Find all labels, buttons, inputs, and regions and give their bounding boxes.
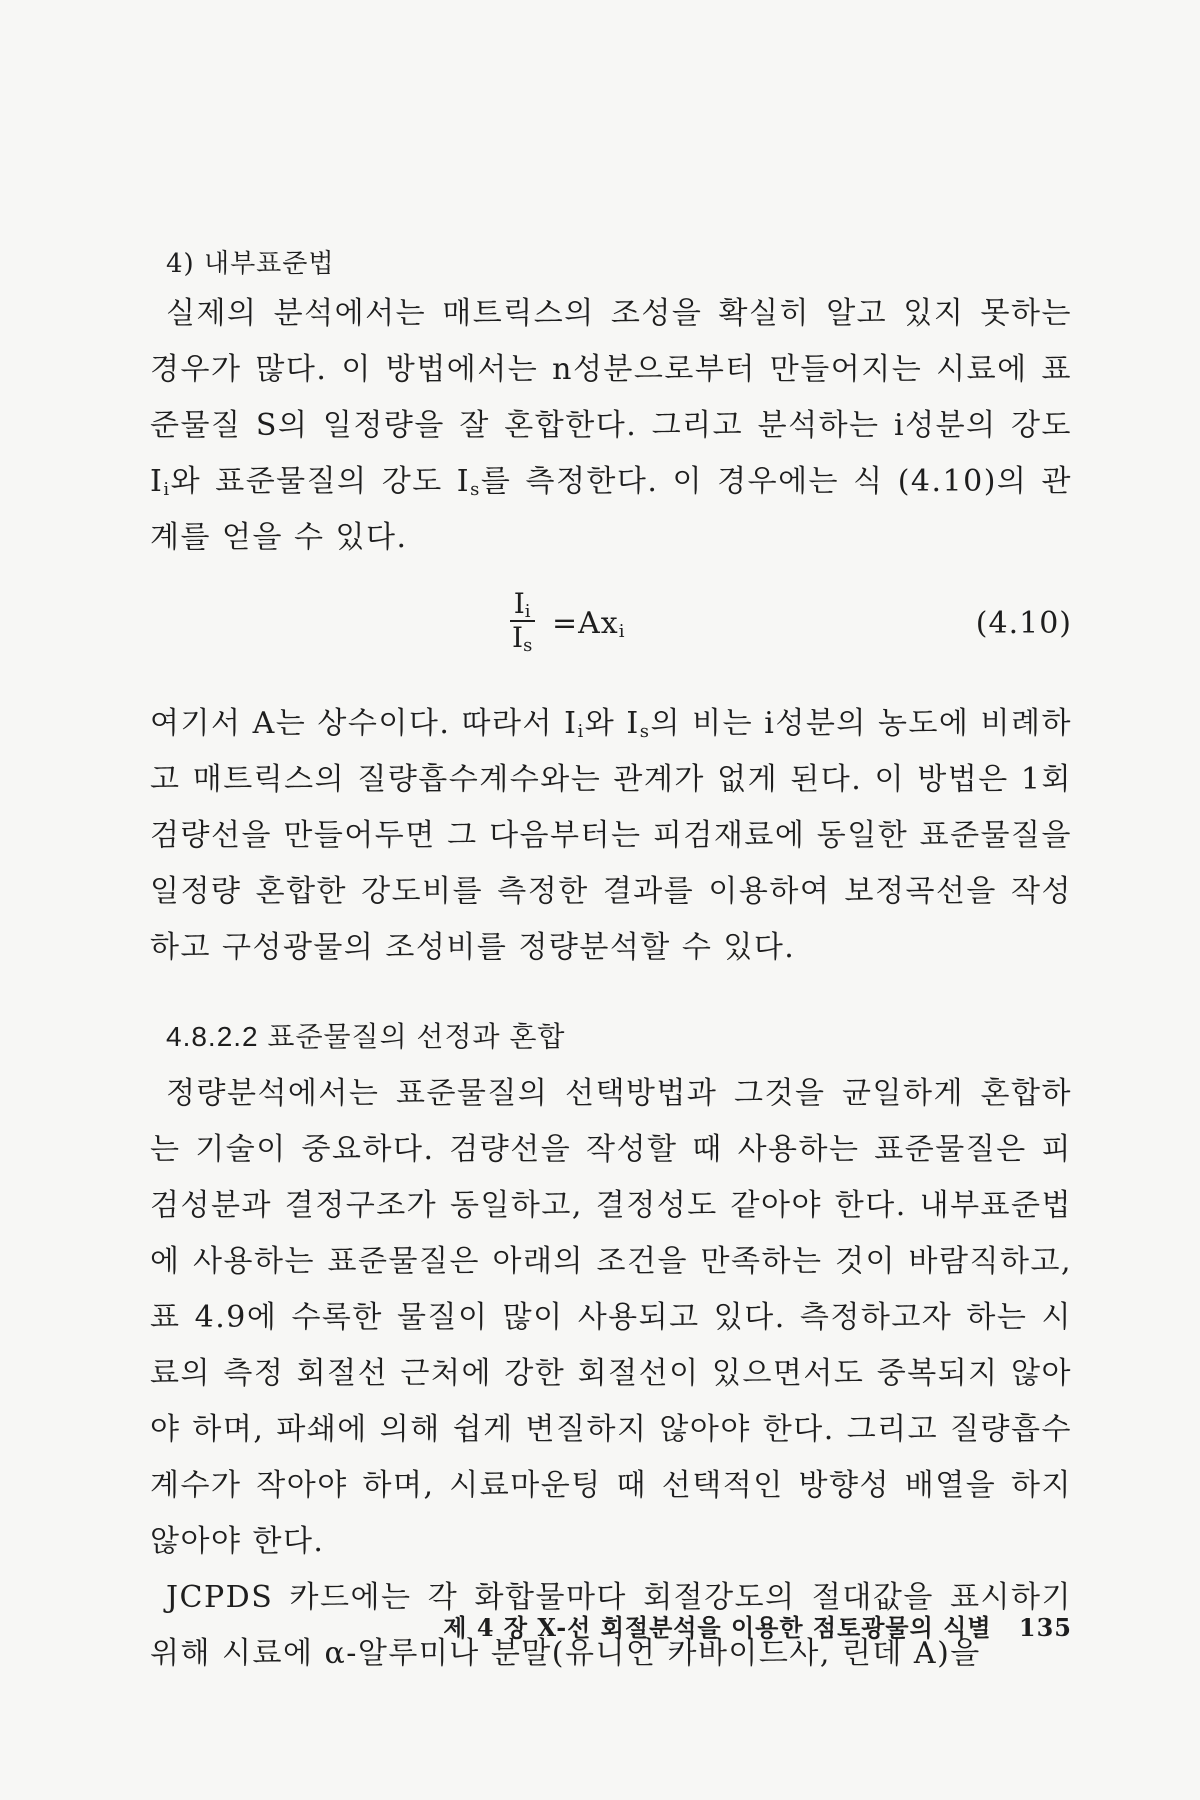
equation-rhs: $=Ax_i$ [552, 606, 626, 642]
equation-numerator: $I_i$ [510, 588, 535, 622]
equation-fraction [508, 588, 536, 654]
page-content [150, 242, 1072, 1682]
equation-4-10 [150, 576, 1072, 676]
paragraph-standard-selection: 정량분석에서는 표준물질의 선택방법과 그것을 균일하게 혼합하는 기술이 중요하다. 검량선을 작성할 때 사용하는 표준물질은 피검성분과 결정구조가 동일하고, 결정성도 같아야 한다. 내부표준법에 사용하는 표준물질은 아래의 조건을 만족하는 것이 바람직하고, 표 4.9에 수록한 물질이 많이 사용되고 있다. 측정하고자 하는 시료의 측정 회절선 근처에 강한 회절선이 있으면서도 중복되지 않아야 하며, 파쇄에 의해 쉽게 변질하지 않아야 한다. 그리고 질량흡수계수가 작아야 하며, 시료마운팅 때 선택적인 방향성 배열을 하지 않아야 한다. [150, 1076, 1072, 1559]
page-number: 135 [1018, 1613, 1072, 1642]
equation-denominator: $I_s$ [512, 621, 533, 656]
subsection-heading: 4.8.2.2 표준물질의 선정과 혼합 [166, 1021, 566, 1052]
section-heading: 4) 내부표준법 [166, 249, 335, 279]
equation-number: (4.10) [975, 606, 1072, 641]
page-footer [443, 1608, 1072, 1643]
paragraph-ratio-explanation: 여기서 A는 상수이다. 따라서 $I_i$와 $I_s$의 비는 i성분의 농도에 비례하고 매트릭스의 질량흡수계수와는 관계가 없게 된다. 이 방법은 1회 검량선을 만들어두면 그 다음부터는 피검재료에 동일한 표준물질을 일정량 혼합한 강도비를 측정한 결과를 이용하여 보정곡선을 작성하고 구성광물의 조성비를 정량분석할 수 있다. [150, 706, 1072, 965]
paragraph-jcpds: JCPDS 카드에는 각 화합물마다 회절강도의 절대값을 표시하기 위해 시료에 α-알루미나 분말(유니언 카바이드사, 린데 A)을 [150, 1580, 1072, 1671]
paragraph-internal-standard: 실제의 분석에서는 매트릭스의 조성을 확실히 알고 있지 못하는 경우가 많다. 이 방법에서는 n성분으로부터 만들어지는 시료에 표준물질 S의 일정량을 잘 혼합한다. 그리고 분석하는 i성분의 강도 $I_i$와 표준물질의 강도 $I_s$를 측정한다. 이 경우에는 식 (4.10)의 관계를 얻을 수 있다. [150, 296, 1072, 555]
running-title: 제 4 장 X-선 회절분석을 이용한 점토광물의 식별 [443, 1613, 992, 1642]
